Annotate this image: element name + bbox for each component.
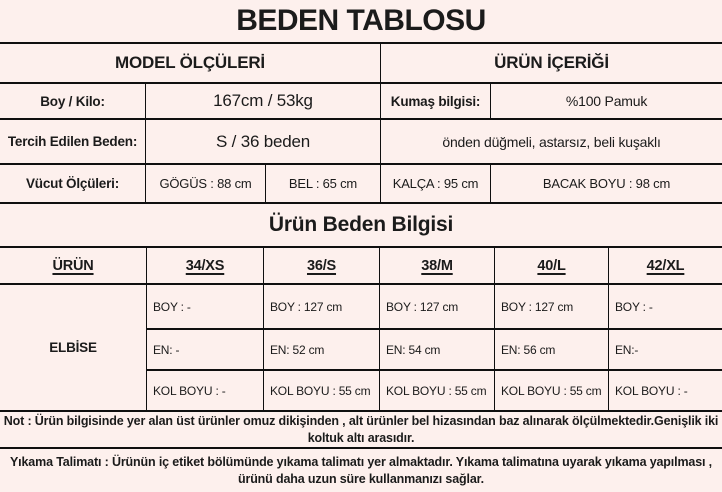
product-content-detail: önden düğmeli, astarsız, beli kuşaklı [380, 118, 722, 163]
table-cell-kol-42xl: KOL BOYU : - [608, 369, 722, 410]
table-cell-boy-38m: BOY : 127 cm [379, 285, 494, 328]
size-table-header-40l: 40/L [494, 248, 608, 285]
table-cell-kol-36s: KOL BOYU : 55 cm [263, 369, 379, 410]
body-measurements-label: Vücut Ölçüleri: [0, 163, 145, 202]
size-table-header-36s: 36/S [263, 248, 379, 285]
size-table-header-38m: 38/M [379, 248, 494, 285]
measurement-note-band [0, 412, 722, 449]
height-weight-value: 167cm / 53kg [145, 82, 380, 118]
measurement-note: Not : Ürün bilgisinde yer alan üst ürünler omuz dikişinden , alt ürünler bel hizasından baz alınarak ölçülmektedir.Genişlik iki koltuk altı arasıdır. [3, 413, 719, 445]
table-cell-kol-34xs: KOL BOYU : - [146, 369, 263, 410]
washing-note-band [0, 449, 722, 492]
washing-note: Yıkama Talimatı : Ürünün iç etiket bölümünde yıkama talimatı yer almaktadır. Yıkama talimatına uyarak yıkama yapılması , ürünü daha uzun süre kullanmanızı sağlar. [10, 454, 712, 486]
height-weight-label: Boy / Kilo: [0, 82, 145, 118]
product-content-header: ÜRÜN İÇERİĞİ [380, 44, 722, 82]
size-info-band [0, 204, 722, 248]
chest-measurement: GÖGÜS : 88 cm [145, 163, 265, 202]
waist-measurement: BEL : 65 cm [265, 163, 380, 202]
table-cell-en-34xs: EN: - [146, 328, 263, 369]
page-title: BEDEN TABLOSU [236, 4, 486, 37]
table-cell-en-38m: EN: 54 cm [379, 328, 494, 369]
size-table [0, 248, 722, 412]
table-cell-en-42xl: EN:- [608, 328, 722, 369]
product-name-cell: ELBİSE [49, 340, 97, 355]
size-table-header-34xs: 34/XS [146, 248, 263, 285]
table-cell-kol-40l: KOL BOYU : 55 cm [494, 369, 608, 410]
hip-measurement: KALÇA : 95 cm [380, 163, 490, 202]
table-cell-boy-34xs: BOY : - [146, 285, 263, 328]
size-table-header-42xl: 42/XL [608, 248, 722, 285]
table-cell-en-36s: EN: 52 cm [263, 328, 379, 369]
fabric-info-value: %100 Pamuk [490, 82, 722, 118]
preferred-size-label: Tercih Edilen Beden: [0, 118, 145, 163]
table-cell-boy-40l: BOY : 127 cm [494, 285, 608, 328]
model-measurements-table [0, 44, 722, 204]
table-cell-boy-36s: BOY : 127 cm [263, 285, 379, 328]
preferred-size-value: S / 36 beden [145, 118, 380, 163]
size-info-title: Ürün Beden Bilgisi [268, 213, 454, 236]
fabric-info-label: Kumaş bilgisi: [380, 82, 490, 118]
size-table-header-product: ÜRÜN [0, 248, 146, 285]
table-cell-kol-38m: KOL BOYU : 55 cm [379, 369, 494, 410]
model-measurements-header: MODEL ÖLÇÜLERİ [115, 53, 265, 72]
table-cell-en-40l: EN: 56 cm [494, 328, 608, 369]
leg-length-measurement: BACAK BOYU : 98 cm [490, 163, 722, 202]
table-cell-boy-42xl: BOY : - [608, 285, 722, 328]
title-band [0, 0, 722, 44]
